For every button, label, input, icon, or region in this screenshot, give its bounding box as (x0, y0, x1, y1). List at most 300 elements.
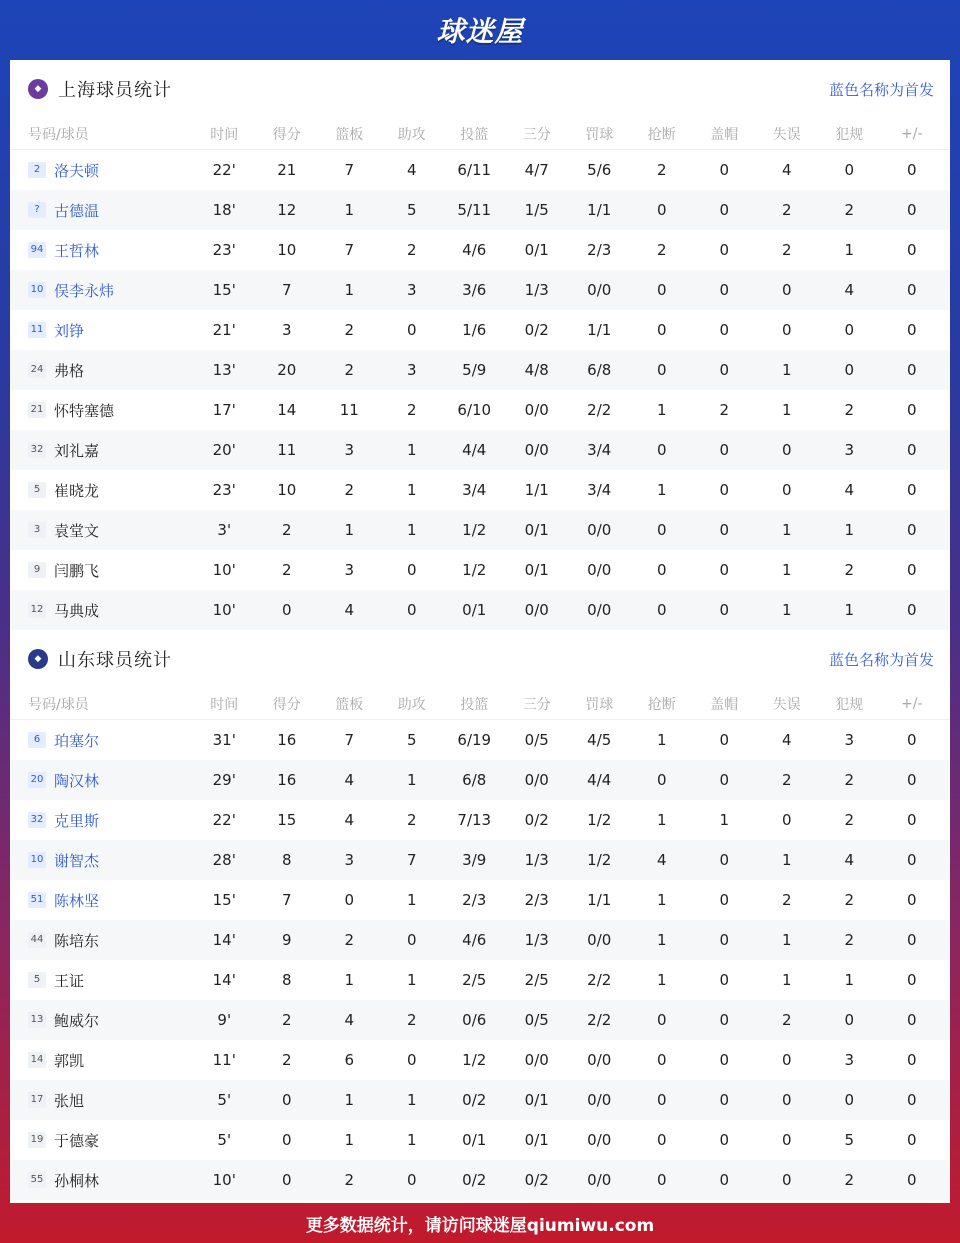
stat-cell: 0 (281, 1091, 292, 1109)
stat-cell: 2/3 (462, 891, 487, 909)
stat-cell: 0/1 (524, 1091, 549, 1109)
stat-cell: 6/19 (457, 731, 492, 749)
stat-cell: 1 (344, 1091, 355, 1109)
stat-cell: 2 (781, 241, 792, 259)
stat-cell: 2 (844, 1171, 855, 1189)
player-cell (10, 520, 193, 541)
stat-cell: 0 (719, 851, 730, 869)
stat-cell: 3' (217, 521, 232, 539)
player-cell (10, 770, 193, 791)
stat-cell: 1 (781, 971, 792, 989)
stat-cell: 2/2 (587, 1011, 612, 1029)
stat-cell: 18' (212, 201, 236, 219)
stat-cell: 0/0 (587, 1051, 612, 1069)
stat-cell: 8 (281, 851, 292, 869)
stat-cell: 0 (906, 1051, 917, 1069)
jersey-number: 51 (28, 892, 46, 908)
stat-cell: 0 (406, 561, 417, 579)
player-row[interactable] (10, 1000, 950, 1040)
stat-cell: 1/6 (462, 321, 487, 339)
stat-cell: 11 (339, 401, 359, 419)
jersey-number: 32 (28, 812, 46, 828)
stat-cell: 0 (406, 1171, 417, 1189)
footer-text: 更多数据统计，请访问球迷屋qiumiwu.com (305, 1215, 655, 1236)
stat-cell: 2 (281, 1011, 292, 1029)
player-row[interactable] (10, 230, 950, 270)
stat-cell: 1 (781, 931, 792, 949)
stat-cell: 2 (844, 771, 855, 789)
stat-cell: 8 (281, 971, 292, 989)
stat-cell: 0 (719, 161, 730, 179)
stat-cell: 2 (344, 321, 355, 339)
stat-cell: 0/1 (524, 561, 549, 579)
jersey-number: 2 (28, 162, 46, 178)
stat-cell: 0 (906, 281, 917, 299)
stat-cell: 15' (212, 281, 236, 299)
stat-cell: 1 (781, 601, 792, 619)
player-cell (10, 810, 193, 831)
player-name[interactable]: 陶汉林 (54, 771, 100, 790)
stat-cell: 0 (719, 771, 730, 789)
player-row[interactable] (10, 150, 950, 190)
stat-cell: 0 (781, 441, 792, 459)
stat-cell: 0 (906, 481, 917, 499)
stat-cell: 3 (844, 441, 855, 459)
player-row[interactable] (10, 350, 950, 390)
stat-cell: 0/2 (462, 1091, 487, 1109)
jersey-number: 13 (28, 1012, 46, 1028)
stat-cell: 3/9 (462, 851, 487, 869)
player-name[interactable]: 刘铮 (54, 321, 85, 340)
stat-cell: 0 (719, 481, 730, 499)
player-cell (10, 560, 193, 581)
stat-cell: 3/4 (462, 481, 487, 499)
stat-cell: 1 (656, 731, 667, 749)
player-name[interactable]: 闫鹏飞 (54, 561, 100, 580)
stat-cell: 0 (281, 1171, 292, 1189)
stat-cell: 4 (781, 161, 792, 179)
stat-cell: 3/4 (587, 441, 612, 459)
team-title: 上海球员统计 (58, 80, 172, 101)
stat-cell: 2 (406, 1011, 417, 1029)
stat-cell: 6/10 (457, 401, 492, 419)
team-header (10, 60, 950, 118)
player-name[interactable]: 鲍威尔 (54, 1011, 100, 1030)
stat-cell: 7 (344, 241, 355, 259)
player-name[interactable]: 怀特塞德 (54, 401, 115, 420)
player-cell (10, 1170, 193, 1191)
player-cell (10, 200, 193, 221)
stat-cell: 0/0 (587, 1171, 612, 1189)
stat-cell: 20 (277, 361, 297, 379)
stat-cell: 1/1 (587, 321, 612, 339)
jersey-number: 55 (28, 1172, 46, 1188)
stat-cell: 0 (844, 1091, 855, 1109)
stat-cell: 0/0 (587, 1131, 612, 1149)
stat-cell: 0 (719, 601, 730, 619)
player-name[interactable]: 袁堂文 (54, 521, 100, 540)
jersey-number: 5 (28, 972, 46, 988)
stat-cell: 0 (656, 1171, 667, 1189)
player-row[interactable] (10, 510, 950, 550)
player-name[interactable]: 陈林坚 (54, 891, 100, 910)
stat-cell: 2 (344, 931, 355, 949)
stat-cell: 0 (844, 321, 855, 339)
stat-cell: 5' (217, 1131, 232, 1149)
player-name[interactable]: 谢智杰 (54, 851, 100, 870)
stat-cell: 10' (212, 561, 236, 579)
stat-cell: 0 (656, 1011, 667, 1029)
stat-cell: 0 (656, 361, 667, 379)
column-header: 号码/球员 (28, 696, 89, 713)
player-cell (10, 1090, 193, 1111)
column-header: 篮板 (335, 126, 364, 143)
jersey-number: 44 (28, 932, 46, 948)
stat-cell: 0 (906, 971, 917, 989)
stat-cell: 2 (281, 561, 292, 579)
stat-cell: 5/11 (457, 201, 492, 219)
stat-cell: 0/0 (524, 441, 549, 459)
team-logo-icon: ◆ (28, 649, 48, 669)
stat-cell: 1 (344, 201, 355, 219)
stat-cell: 10' (212, 601, 236, 619)
stat-cell: 0/0 (587, 1091, 612, 1109)
player-name[interactable]: 马典成 (54, 601, 100, 620)
jersey-number: 12 (28, 602, 46, 618)
stat-cell: 16 (277, 771, 297, 789)
stat-cell: 4/4 (462, 441, 487, 459)
stat-cell: 1 (406, 971, 417, 989)
column-header: 得分 (272, 696, 301, 713)
stat-cell: 1 (844, 241, 855, 259)
stat-cell: 0/1 (524, 241, 549, 259)
column-header: 抢断 (647, 126, 676, 143)
stat-cell: 2/5 (462, 971, 487, 989)
jersey-number: 14 (28, 1052, 46, 1068)
stat-cell: 7/13 (457, 811, 492, 829)
player-cell (10, 1050, 193, 1071)
jersey-number: 5 (28, 482, 46, 498)
player-cell (10, 400, 193, 421)
stat-cell: 29' (212, 771, 236, 789)
stat-cell: 0 (656, 281, 667, 299)
player-row[interactable] (10, 760, 950, 800)
stat-cell: 0 (719, 731, 730, 749)
player-row[interactable] (10, 430, 950, 470)
player-name[interactable]: 张旭 (54, 1091, 85, 1110)
stat-cell: 0 (406, 931, 417, 949)
column-header: 时间 (210, 126, 239, 143)
stat-cell: 0 (906, 931, 917, 949)
stat-cell: 2/2 (587, 971, 612, 989)
column-header: +/- (901, 695, 923, 712)
stat-cell: 1 (656, 891, 667, 909)
stat-cell: 0/5 (524, 1011, 549, 1029)
player-row[interactable] (10, 310, 950, 350)
stat-cell: 1 (406, 441, 417, 459)
stat-cell: 2 (344, 481, 355, 499)
stat-cell: 5' (217, 1091, 232, 1109)
stat-cell: 1 (656, 401, 667, 419)
player-name[interactable]: 古德温 (54, 201, 100, 220)
stat-cell: 0 (906, 771, 917, 789)
stat-cell: 4/5 (587, 731, 612, 749)
stat-cell: 1/2 (462, 1051, 487, 1069)
player-row[interactable] (10, 880, 950, 920)
stat-cell: 3 (844, 731, 855, 749)
stat-cell: 14' (212, 971, 236, 989)
player-row[interactable] (10, 1160, 950, 1200)
stat-cell: 0 (406, 601, 417, 619)
stat-cell: 1 (656, 931, 667, 949)
column-header: 三分 (522, 126, 551, 143)
stat-cell: 4/8 (524, 361, 549, 379)
stat-cell: 0 (906, 321, 917, 339)
stat-cell: 1/1 (587, 891, 612, 909)
stat-cell: 6/11 (457, 161, 492, 179)
stat-cell: 4 (344, 1011, 355, 1029)
jersey-number: 21 (28, 402, 46, 418)
stat-cell: 2/5 (524, 971, 549, 989)
stat-cell: 16 (277, 731, 297, 749)
player-name[interactable]: 王证 (54, 971, 85, 990)
stat-cell: 0/1 (462, 1131, 487, 1149)
stat-cell: 1 (656, 971, 667, 989)
stat-cell: 0 (719, 281, 730, 299)
stat-cell: 0 (906, 361, 917, 379)
player-row[interactable] (10, 590, 950, 630)
player-row[interactable] (10, 840, 950, 880)
stat-cell: 0 (656, 521, 667, 539)
player-row[interactable] (10, 1040, 950, 1080)
stat-cell: 7 (344, 731, 355, 749)
brand-logo: 球迷屋 (436, 15, 524, 48)
stat-cell: 2 (719, 401, 730, 419)
team-block (10, 60, 950, 630)
stat-cell: 0 (719, 361, 730, 379)
stat-cell: 7 (344, 161, 355, 179)
stat-cell: 14 (277, 401, 297, 419)
stat-cell: 2 (844, 401, 855, 419)
stat-cell: 4/4 (587, 771, 612, 789)
player-name[interactable]: 克里斯 (54, 811, 100, 830)
stat-cell: 4 (406, 161, 417, 179)
stat-cell: 20' (212, 441, 236, 459)
stat-cell: 4 (781, 731, 792, 749)
stat-cell: 0 (719, 1171, 730, 1189)
stat-cell: 2 (844, 891, 855, 909)
stat-cell: 0 (719, 321, 730, 339)
player-name[interactable]: 王哲林 (54, 241, 100, 260)
stat-cell: 0 (281, 1131, 292, 1149)
column-header: 失误 (772, 696, 801, 713)
stat-cell: 1 (344, 1131, 355, 1149)
stat-cell: 23' (212, 241, 236, 259)
stat-cell: 31' (212, 731, 236, 749)
stat-cell: 0 (656, 321, 667, 339)
stat-cell: 0/0 (587, 281, 612, 299)
stat-cell: 0/0 (524, 771, 549, 789)
stat-cell: 7 (281, 891, 292, 909)
team-title-wrap (28, 646, 172, 672)
player-row[interactable] (10, 270, 950, 310)
stat-cell: 0 (656, 441, 667, 459)
jersey-number: 32 (28, 442, 46, 458)
player-name[interactable]: 刘礼嘉 (54, 441, 100, 460)
stat-cell: 0 (906, 891, 917, 909)
column-header: 盖帽 (710, 696, 739, 713)
stat-cell: 0 (781, 481, 792, 499)
stat-cell: 2 (844, 811, 855, 829)
player-name[interactable]: 珀塞尔 (54, 731, 100, 750)
stat-cell: 0 (406, 1051, 417, 1069)
player-row[interactable] (10, 800, 950, 840)
stat-cell: 3 (344, 561, 355, 579)
stat-cell: 1/1 (587, 201, 612, 219)
player-cell (10, 480, 193, 501)
stat-cell: 5 (844, 1131, 855, 1149)
player-row[interactable] (10, 1080, 950, 1120)
stat-cell: 4 (344, 771, 355, 789)
column-header-row (10, 688, 950, 720)
player-row[interactable] (10, 920, 950, 960)
stat-cell: 1 (406, 771, 417, 789)
stat-cell: 0/1 (524, 1131, 549, 1149)
stat-cell: 0 (906, 1131, 917, 1149)
top-header (0, 0, 960, 60)
stat-cell: 1 (656, 811, 667, 829)
stat-cell: 10' (212, 1171, 236, 1189)
player-name[interactable]: 弗格 (54, 361, 85, 380)
player-cell (10, 970, 193, 991)
team-header (10, 630, 950, 688)
stat-cell: 0 (906, 1091, 917, 1109)
stat-cell: 0 (656, 771, 667, 789)
stat-cell: 12 (277, 201, 297, 219)
player-row[interactable] (10, 390, 950, 430)
stat-cell: 0 (906, 561, 917, 579)
stat-cell: 17' (212, 401, 236, 419)
stat-cell: 1 (406, 521, 417, 539)
stat-cell: 0 (781, 281, 792, 299)
stat-cell: 0/0 (587, 601, 612, 619)
stat-cell: 2 (844, 201, 855, 219)
stat-cell: 2 (406, 811, 417, 829)
player-name[interactable]: 俣李永炜 (54, 281, 115, 300)
jersey-number: 3 (28, 522, 46, 538)
player-name[interactable]: 于德豪 (54, 1131, 100, 1150)
stats-panel (10, 60, 950, 1203)
stat-cell: 1/1 (524, 481, 549, 499)
stat-cell: 1 (406, 891, 417, 909)
stat-cell: 0 (719, 931, 730, 949)
player-row[interactable] (10, 720, 950, 760)
player-name[interactable]: 孙桐林 (54, 1171, 100, 1190)
stat-cell: 9 (281, 931, 292, 949)
stat-cell: 0 (719, 1011, 730, 1029)
stat-cell: 0 (656, 601, 667, 619)
player-row[interactable] (10, 470, 950, 510)
stat-cell: 4 (656, 851, 667, 869)
stat-cell: 1 (781, 401, 792, 419)
stat-cell: 0 (719, 521, 730, 539)
stat-cell: 0 (906, 241, 917, 259)
stat-cell: 0/6 (462, 1011, 487, 1029)
jersey-number: 10 (28, 282, 46, 298)
stat-cell: 0 (906, 731, 917, 749)
stat-cell: 0 (656, 1091, 667, 1109)
player-name[interactable]: 陈培东 (54, 931, 100, 950)
player-row[interactable] (10, 960, 950, 1000)
stat-cell: 21 (277, 161, 297, 179)
stat-cell: 2 (344, 1171, 355, 1189)
player-name[interactable]: 郭凯 (54, 1051, 85, 1070)
stat-cell: 5 (406, 201, 417, 219)
stat-cell: 0/0 (587, 521, 612, 539)
player-name[interactable]: 洛夫顿 (54, 161, 100, 180)
stat-cell: 2 (844, 561, 855, 579)
team-title-wrap (28, 76, 172, 102)
stat-cell: 1 (781, 561, 792, 579)
stat-cell: 3 (844, 1051, 855, 1069)
stat-cell: 15 (277, 811, 297, 829)
player-cell (10, 850, 193, 871)
stat-cell: 1/5 (524, 201, 549, 219)
jersey-number: 20 (28, 772, 46, 788)
stat-cell: 4 (844, 851, 855, 869)
stat-cell: 2 (781, 891, 792, 909)
stat-cell: 0 (719, 241, 730, 259)
stat-cell: 0/5 (524, 731, 549, 749)
footer-banner (0, 1203, 960, 1243)
stat-cell: 9' (217, 1011, 232, 1029)
stat-cell: 7 (406, 851, 417, 869)
player-name[interactable]: 崔晓龙 (54, 481, 100, 500)
player-cell (10, 320, 193, 341)
column-header: 罚球 (585, 696, 614, 713)
player-row[interactable] (10, 550, 950, 590)
stat-cell: 0 (281, 601, 292, 619)
stat-cell: 7 (281, 281, 292, 299)
stat-cell: 4/6 (462, 931, 487, 949)
jersey-number: 11 (28, 322, 46, 338)
jersey-number: 94 (28, 242, 46, 258)
stat-cell: 0 (781, 1131, 792, 1149)
stat-cell: 0/0 (524, 601, 549, 619)
stat-cell: 1 (344, 971, 355, 989)
player-row[interactable] (10, 1120, 950, 1160)
stat-cell: 0 (656, 1131, 667, 1149)
stat-cell: 0 (781, 1051, 792, 1069)
stat-cell: 1/2 (587, 851, 612, 869)
stat-cell: 2 (781, 1011, 792, 1029)
stat-cell: 6/8 (462, 771, 487, 789)
player-row[interactable] (10, 190, 950, 230)
jersey-number: ? (28, 202, 46, 218)
stat-cell: 28' (212, 851, 236, 869)
player-cell (10, 730, 193, 751)
stat-cell: 2/2 (587, 401, 612, 419)
stat-cell: 0 (656, 561, 667, 579)
stat-cell: 0 (719, 561, 730, 579)
stat-cell: 3/6 (462, 281, 487, 299)
stat-cell: 0/1 (524, 521, 549, 539)
stat-cell: 23' (212, 481, 236, 499)
stat-cell: 0 (844, 361, 855, 379)
stat-cell: 0 (844, 161, 855, 179)
player-cell (10, 930, 193, 951)
stat-cell: 1 (406, 1091, 417, 1109)
